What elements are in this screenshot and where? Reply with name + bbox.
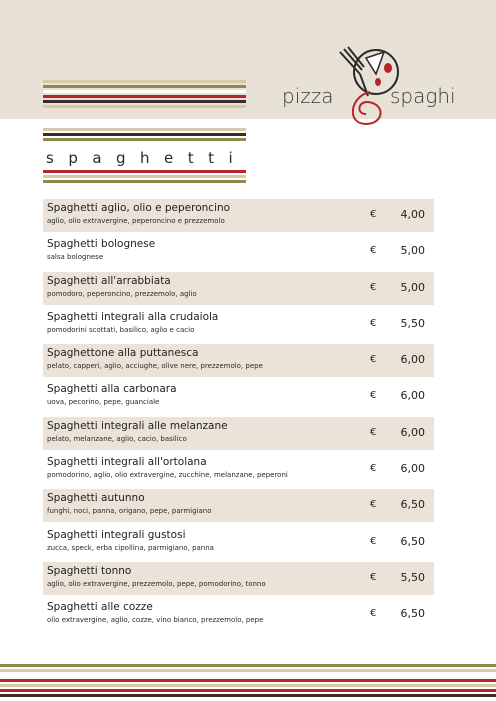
dish-name: Spaghetti all'arrabbiata (47, 274, 171, 287)
dish-ingredients: pomodorini scottati, basilico, aglio e cacio (47, 325, 195, 334)
dish-ingredients: pelato, melanzane, aglio, cacio, basilico (47, 434, 187, 443)
dish-price: 6,00 (400, 353, 425, 367)
list-item (43, 526, 434, 559)
list-item (43, 453, 434, 486)
dish-name: Spaghetti aglio, olio e peperoncino (47, 202, 231, 214)
brand-word-pizza: pizza (282, 84, 334, 108)
brand-word-spaghi: spaghi (390, 84, 456, 108)
dish-price: 6,00 (400, 425, 425, 439)
dish-ingredients: pelato, capperi, aglio, acciughe, olive nere, prezzemolo, pepe (47, 362, 263, 371)
dish-ingredients: pomodoro, peperoncino, prezzemolo, aglio (47, 289, 197, 298)
decorative-stripes-mid (43, 128, 246, 143)
dish-name: Spaghetti bolognese (47, 238, 156, 251)
dish-price: 4,00 (400, 208, 425, 221)
dish-price: 6,50 (400, 498, 425, 512)
dish-price: 5,50 (400, 316, 425, 330)
decorative-stripes-under (43, 170, 246, 185)
list-item (43, 562, 434, 595)
dish-price: 5,00 (400, 244, 425, 258)
dish-name: Spaghetti integrali all'ortolana (47, 456, 207, 469)
dish-price: 6,50 (400, 607, 425, 621)
decorative-stripes-top (43, 80, 246, 110)
dish-price: 6,50 (400, 534, 425, 548)
dish-ingredients: aglio, olio extravergine, prezzemolo, pepe, pomodorino, tonno (47, 579, 266, 588)
list-item (43, 598, 434, 631)
list-item (43, 489, 434, 522)
currency-symbol: € (370, 608, 377, 620)
dish-price: 5,50 (400, 570, 425, 584)
dish-name: Spaghetti integrali alle melanzane (47, 419, 228, 432)
currency-symbol: € (370, 317, 377, 329)
menu-list (43, 199, 434, 635)
currency-symbol: € (370, 209, 377, 220)
decorative-stripes-footer (0, 664, 496, 699)
dish-name: Spaghettone alla puttanesca (47, 347, 199, 360)
currency-symbol: € (370, 390, 377, 402)
dish-ingredients: funghi, noci, panna, origano, pepe, parmigiano (47, 507, 212, 516)
dish-name: Spaghetti integrali alla crudaiola (47, 310, 219, 323)
list-item (43, 380, 434, 413)
currency-symbol: € (370, 571, 377, 583)
list-item (43, 235, 434, 268)
currency-symbol: € (370, 354, 377, 366)
dish-ingredients: aglio, olio extravergine, peperoncino e prezzemolo (47, 217, 225, 225)
currency-symbol: € (370, 535, 377, 547)
section-title: spaghetti (46, 149, 248, 167)
dish-ingredients: zucca, speck, erba cipollina, parmigiano, panna (47, 543, 214, 552)
dish-name: Spaghetti alla carbonara (47, 383, 177, 396)
list-item (43, 344, 434, 377)
list-item (43, 417, 434, 450)
dish-name: Spaghetti tonno (47, 564, 132, 577)
dish-name: Spaghetti integrali gustosi (47, 528, 186, 541)
list-item (43, 199, 434, 232)
currency-symbol: € (370, 281, 377, 293)
dish-ingredients: salsa bolognese (47, 253, 104, 262)
currency-symbol: € (370, 499, 377, 511)
list-item (43, 308, 434, 341)
dish-name: Spaghetti alle cozze (47, 601, 153, 614)
dish-price: 5,00 (400, 280, 425, 294)
list-item (43, 272, 434, 305)
brand-logo (280, 44, 480, 128)
currency-symbol: € (370, 426, 377, 438)
currency-symbol: € (370, 245, 377, 257)
dish-price: 6,00 (400, 462, 425, 476)
dish-name: Spaghetti autunno (47, 492, 145, 505)
dish-ingredients: uova, pecorino, pepe, guanciale (47, 398, 160, 407)
currency-symbol: € (370, 463, 377, 475)
dish-ingredients: pomodorino, aglio, olio extravergine, zucchine, melanzane, peperoni (47, 471, 288, 480)
dish-price: 6,00 (400, 389, 425, 403)
dish-ingredients: olio extravergine, aglio, cozze, vino bianco, prezzemolo, pepe (47, 616, 264, 625)
